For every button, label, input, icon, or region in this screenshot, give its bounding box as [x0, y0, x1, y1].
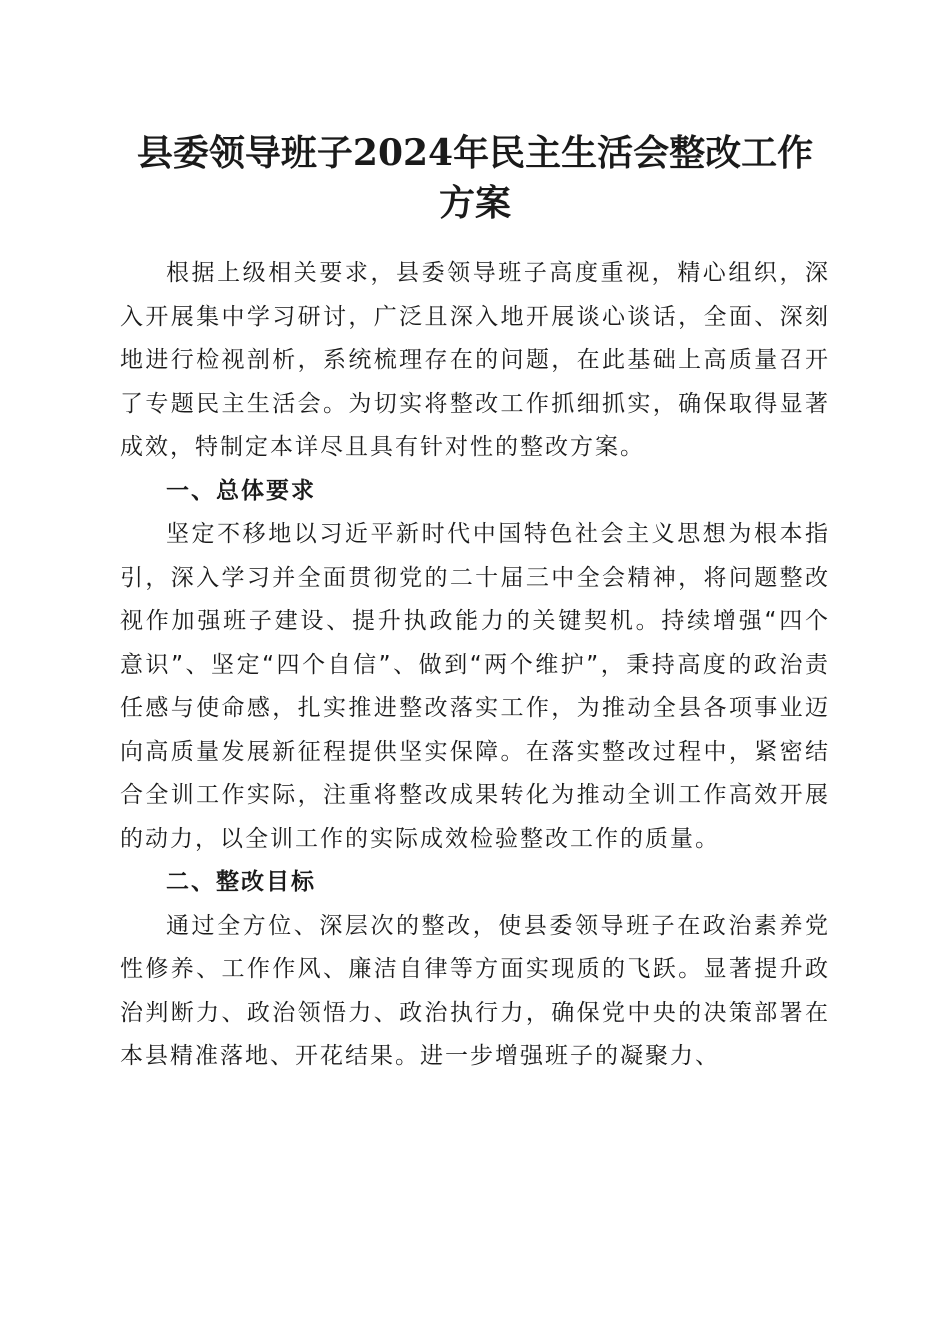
section-heading-rectification-goals: 二、整改目标 [166, 869, 316, 895]
document-body [120, 252, 830, 1079]
section-paragraph-rectification-goals: 通过全方位、深层次的整改，使县委领导班子在政治素养党性修养、工作作风、廉洁自律等方面实现质的飞跃。显著提升政治判断力、政治领悟力、政治执行力，确保党中央的决策部署在本县精准落地、开花结果。进一步增强班子的凝聚力、 [120, 912, 830, 1069]
section-heading-general-requirements: 一、总体要求 [166, 477, 316, 504]
document-title: 县委领导班子2024年民主生活会整改工作方案 [136, 132, 814, 224]
section-paragraph-general-requirements: 坚定不移地以习近平新时代中国特色社会主义思想为根本指引，深入学习并全面贯彻党的二十届三中全会精神，将问题整改视作加强班子建设、提升执政能力的关键契机。持续增强“四个意识”、坚定“四个自信”、做到“两个维护”，秉持高度的政治责任感与使命感，扎实推进整改落实工作，为推动全县各项事业迈向高质量发展新征程提供坚实保障。在落实整改过程中，紧密结合全训工作实际，注重将整改成果转化为推动全训工作高效开展的动力，以全训工作的实际成效检验整改工作的质量。 [120, 521, 830, 852]
intro-paragraph: 根据上级相关要求，县委领导班子高度重视，精心组织，深入开展集中学习研讨，广泛且深入地开展谈心谈话，全面、深刻地进行检视剖析，系统梳理存在的问题，在此基础上高质量召开了专题民主生活会。为切实将整改工作抓细抓实，确保取得显著成效，特制定本详尽且具有针对性的整改方案。 [120, 260, 830, 460]
